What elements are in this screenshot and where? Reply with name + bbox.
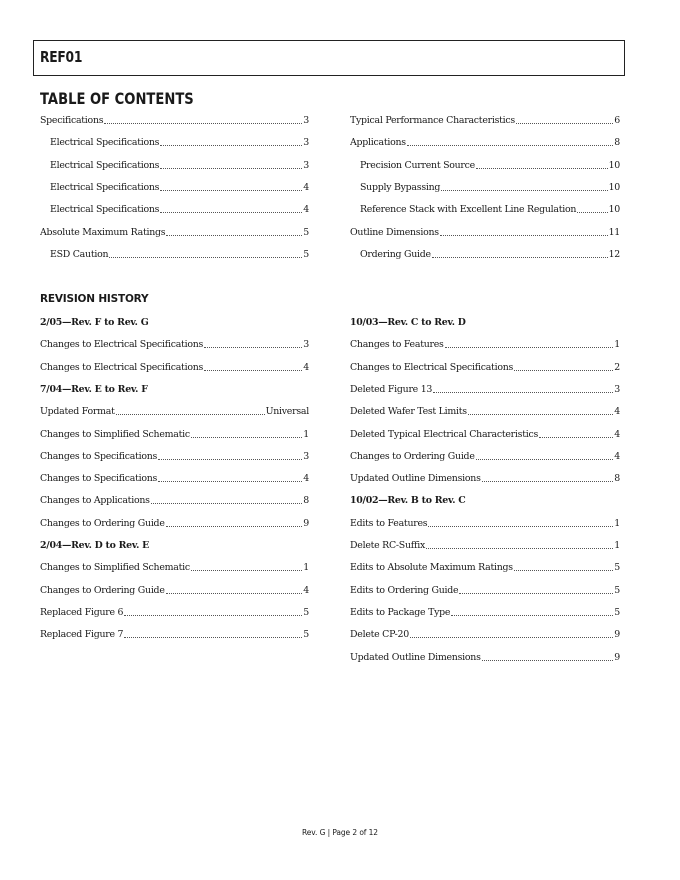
dot-leader [433,392,613,393]
dot-leader [158,459,302,460]
entry-page-number: 11 [608,226,620,238]
toc-entry[interactable] [40,227,309,239]
toc-entry[interactable] [40,115,309,127]
entry-page-number: 3 [303,339,309,351]
dot-leader [539,437,613,438]
entry-page-number: 5 [303,248,309,260]
entry-label: Electrical Specifications [50,159,160,171]
dot-leader [451,615,613,616]
entry-label: Deleted Figure 13 [350,383,433,395]
entry-label: Edits to Features [350,517,428,529]
entry-label: Electrical Specifications [50,137,160,149]
toc-entry[interactable] [40,518,309,530]
toc-entry[interactable] [40,339,309,351]
dot-leader [407,145,613,146]
dot-leader [440,235,608,236]
entry-label: Precision Current Source [360,159,475,171]
entry-page-number: 9 [614,651,620,663]
dot-leader [459,593,613,594]
entry-label: Changes to Ordering Guide [40,517,165,529]
entry-page-number: 9 [614,629,620,641]
dot-leader [432,257,608,258]
dot-leader [516,123,613,124]
toc-heading: TABLE OF CONTENTS [40,89,194,108]
toc-entry[interactable] [350,629,620,641]
entry-label: Changes to Features [350,339,444,351]
toc-entry[interactable] [350,585,620,597]
revision-subheading: 2/04—Rev. D to Rev. E [40,540,150,551]
dot-leader [445,347,614,348]
toc-entry[interactable] [40,495,309,507]
entry-page-number: 1 [614,517,620,529]
toc-entry[interactable] [350,429,620,441]
toc-entry[interactable] [350,137,620,149]
entry-page-number: 4 [614,428,620,440]
entry-label: Updated Outline Dimensions [350,651,481,663]
entry-label: Delete CP-20 [350,629,409,641]
dot-leader [191,437,302,438]
entry-page-number: 10 [608,204,620,216]
entry-label: Edits to Absolute Maximum Ratings [350,562,513,574]
dot-leader [160,190,302,191]
entry-page-number: 5 [303,629,309,641]
toc-entry[interactable] [40,429,309,441]
toc-entry[interactable] [350,652,620,664]
dot-leader [476,459,614,460]
toc-entry[interactable] [350,562,620,574]
revision-subheading: 2/05—Rev. F to Rev. G [40,317,149,328]
dot-leader [482,481,614,482]
revision-subheading: 7/04—Rev. E to Rev. F [40,383,148,395]
revision-subheading: 10/03—Rev. C to Rev. D [350,317,466,328]
toc-entry[interactable] [350,406,620,418]
entry-page-number: 3 [303,115,309,126]
entry-label: Electrical Specifications [50,204,160,216]
entry-label: Replaced Figure 7 [40,629,124,641]
dot-leader [577,212,607,213]
entry-label: Changes to Applications [40,495,150,507]
dot-leader [160,145,302,146]
toc-entry[interactable] [350,339,620,351]
dot-leader [160,212,302,213]
entry-page-number: 3 [303,137,309,149]
entry-label: Changes to Electrical Specifications [40,339,204,351]
entry-label: Deleted Typical Electrical Characteristics [350,428,539,440]
entry-label: Ordering Guide [360,248,431,260]
entry-label: Changes to Specifications [40,450,158,462]
entry-label: Specifications [40,115,104,126]
entry-label: Changes to Specifications [40,473,158,485]
entry-page-number: 5 [303,226,309,238]
toc-entry[interactable] [350,384,620,396]
entry-label: Edits to Package Type [350,606,451,618]
toc-entry[interactable] [50,249,309,261]
entry-page-number: 2 [614,361,620,373]
entry-label: Updated Outline Dimensions [350,473,481,485]
dot-leader [166,526,303,527]
entry-label: ESD Caution [50,248,109,260]
entry-page-number: 8 [614,473,620,485]
entry-page-number: 1 [614,339,620,351]
dot-leader [191,570,302,571]
toc-entry[interactable] [40,451,309,463]
dot-leader [428,526,613,527]
entry-label: Changes to Simplified Schematic [40,428,190,440]
toc-entry[interactable] [50,182,309,194]
toc-entry[interactable] [360,182,620,194]
toc-entry[interactable] [50,204,309,216]
entry-label: Changes to Electrical Specifications [40,361,204,373]
entry-page-number: 4 [614,450,620,462]
entry-label: Edits to Ordering Guide [350,584,459,596]
dot-leader [151,503,303,504]
entry-label: Replaced Figure 6 [40,606,124,618]
toc-entry[interactable] [40,629,309,641]
entry-label: Updated Format [40,406,115,418]
toc-entry[interactable] [50,160,309,172]
entry-page-number: 5 [614,584,620,596]
entry-page-number: 12 [608,248,620,260]
entry-page-number: 4 [303,181,309,193]
entry-label: Typical Performance Characteristics [350,115,515,126]
entry-page-number: 5 [614,562,620,574]
toc-entry[interactable] [40,406,309,418]
entry-page-number: 6 [614,115,620,126]
toc-entry[interactable] [350,451,620,463]
dot-leader [410,637,613,638]
dot-leader [158,481,302,482]
dot-leader [514,370,613,371]
entry-page-number: 5 [614,606,620,618]
dot-leader [104,123,302,124]
entry-page-number: 3 [303,450,309,462]
dot-leader [109,257,302,258]
dot-leader [514,570,613,571]
toc-entry[interactable] [40,473,309,485]
revision-subheading: 10/02—Rev. B to Rev. C [350,495,466,507]
entry-label: Absolute Maximum Ratings [40,226,166,238]
entry-page-number: 4 [303,584,309,596]
dot-leader [468,414,613,415]
dot-leader [204,370,302,371]
entry-label: Reference Stack with Excellent Line Regulation [360,204,577,216]
entry-label: Delete RC-Suffix [350,540,425,551]
entry-page-number: 5 [303,606,309,618]
dot-leader [426,548,613,549]
revision-history-heading: REVISION HISTORY [40,293,149,305]
entry-page-number: 3 [303,159,309,171]
entry-label: Changes to Electrical Specifications [350,361,514,373]
dot-leader [166,235,302,236]
toc-entry[interactable] [50,137,309,149]
entry-page-number: 4 [614,406,620,418]
entry-label: Supply Bypassing [360,181,441,193]
entry-page-number: 4 [303,204,309,216]
entry-page-number: 10 [608,181,620,193]
entry-page-number: 1 [303,562,309,574]
entry-label: Changes to Ordering Guide [40,584,165,596]
entry-page-number: 3 [614,383,620,395]
entry-page-number: 8 [614,137,620,149]
entry-page-number: Universal [265,406,309,418]
toc-entry[interactable] [360,204,620,216]
toc-entry[interactable] [360,249,620,261]
entry-label: Electrical Specifications [50,181,160,193]
entry-page-number: 10 [608,159,620,171]
entry-label: Changes to Ordering Guide [350,450,475,462]
entry-label: Outline Dimensions [350,226,439,238]
dot-leader [116,414,265,415]
toc-entry[interactable] [350,518,620,530]
toc-entry[interactable] [350,607,620,619]
entry-page-number: 1 [303,428,309,440]
entry-label: Applications [350,137,406,149]
dot-leader [160,168,302,169]
document-title: REF01 [40,48,83,66]
dot-leader [482,660,614,661]
dot-leader [124,637,302,638]
toc-entry[interactable] [40,362,309,374]
page-footer: Rev. G | Page 2 of 12 [302,828,378,837]
toc-entry[interactable] [360,160,620,172]
entry-label: Deleted Wafer Test Limits [350,406,467,418]
entry-page-number: 4 [303,361,309,373]
toc-entry[interactable] [350,473,620,485]
dot-leader [476,168,608,169]
toc-entry[interactable] [350,540,620,552]
entry-label: Changes to Simplified Schematic [40,562,190,574]
entry-page-number: 1 [614,540,620,551]
document-header [33,40,625,76]
entry-page-number: 4 [303,473,309,485]
toc-entry[interactable] [350,227,620,239]
dot-leader [441,190,607,191]
entry-page-number: 9 [303,517,309,529]
dot-leader [166,593,303,594]
entry-page-number: 8 [303,495,309,507]
toc-entry[interactable] [350,115,620,127]
dot-leader [124,615,302,616]
toc-entry[interactable] [40,585,309,597]
toc-entry[interactable] [40,607,309,619]
toc-entry[interactable] [350,362,620,374]
dot-leader [204,347,302,348]
toc-entry[interactable] [40,562,309,574]
